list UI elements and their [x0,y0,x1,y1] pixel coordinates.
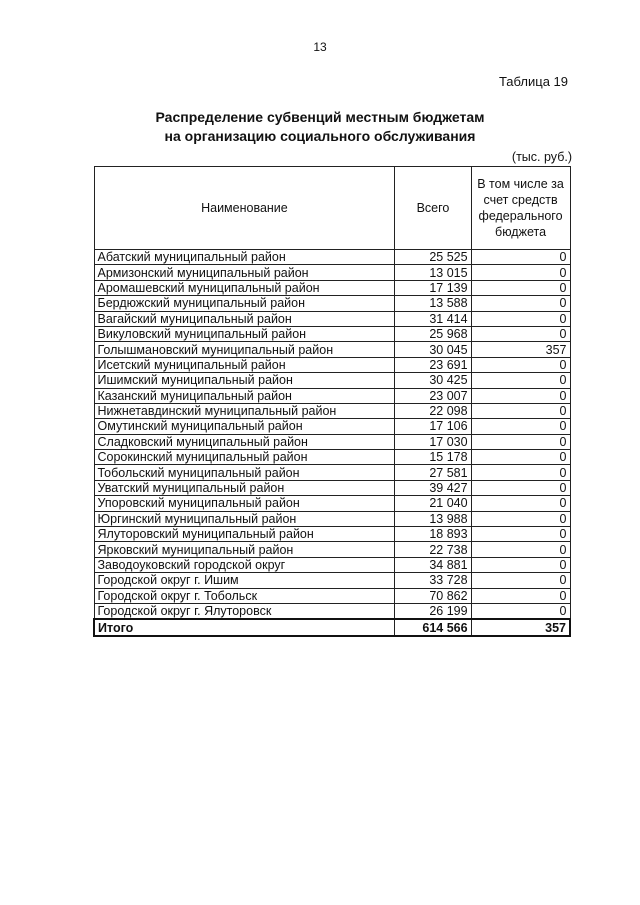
table-title [0,108,640,146]
row-total: 22 738 [395,542,471,557]
row-federal: 0 [471,603,570,619]
table-row [94,373,570,388]
total-sum: 614 566 [395,619,471,635]
table-row [94,311,570,326]
row-name: Омутинский муниципальный район [94,419,395,434]
row-total: 27 581 [395,465,471,480]
row-federal: 0 [471,511,570,526]
row-name: Заводоуковский городской округ [94,557,395,572]
table-row [94,465,570,480]
title-line-1: Распределение субвенций местным бюджетам [155,109,485,125]
row-federal: 0 [471,311,570,326]
row-name: Абатский муниципальный район [94,250,395,265]
row-name: Голышмановский муниципальный район [94,342,395,357]
table-row [94,419,570,434]
row-federal: 0 [471,250,570,265]
row-federal: 0 [471,280,570,295]
table-row [94,573,570,588]
row-total: 25 525 [395,250,471,265]
table-row [94,326,570,341]
units-label: (тыс. руб.) [511,150,572,164]
table-row [94,450,570,465]
row-name: Упоровский муниципальный район [94,496,395,511]
row-federal: 0 [471,357,570,372]
row-name: Тобольский муниципальный район [94,465,395,480]
row-name: Городской округ г. Ишим [94,573,395,588]
row-federal: 0 [471,326,570,341]
table-row [94,280,570,295]
row-total: 13 015 [395,265,471,280]
row-federal: 0 [471,573,570,588]
row-name: Викуловский муниципальный район [94,326,395,341]
row-federal: 0 [471,557,570,572]
table-row [94,403,570,418]
table-row [94,296,570,311]
table-row [94,434,570,449]
row-name: Сладковский муниципальный район [94,434,395,449]
table-row [94,388,570,403]
row-federal: 0 [471,480,570,495]
row-federal: 0 [471,588,570,603]
row-name: Вагайский муниципальный район [94,311,395,326]
row-federal: 0 [471,527,570,542]
row-federal: 357 [471,342,570,357]
row-federal: 0 [471,388,570,403]
row-total: 17 106 [395,419,471,434]
row-total: 18 893 [395,527,471,542]
table-row [94,527,570,542]
table-row [94,496,570,511]
row-total: 15 178 [395,450,471,465]
table-row [94,250,570,265]
table-row [94,480,570,495]
row-name: Ялуторовский муниципальный район [94,527,395,542]
row-total: 22 098 [395,403,471,418]
total-label: Итого [94,619,395,635]
table-row [94,603,570,619]
total-federal: 357 [471,619,570,635]
row-total: 26 199 [395,603,471,619]
row-name: Ярковский муниципальный район [94,542,395,557]
row-federal: 0 [471,419,570,434]
table-row [94,265,570,280]
table-row [94,557,570,572]
header-total: Всего [395,167,471,250]
row-total: 17 139 [395,280,471,295]
row-federal: 0 [471,265,570,280]
table-row [94,357,570,372]
row-total: 13 588 [395,296,471,311]
row-total: 17 030 [395,434,471,449]
row-federal: 0 [471,542,570,557]
row-total: 30 045 [395,342,471,357]
header-federal: В том числе за счет средств федерального бюджета [471,167,570,250]
row-federal: 0 [471,434,570,449]
row-total: 13 988 [395,511,471,526]
row-name: Армизонский муниципальный район [94,265,395,280]
row-total: 23 007 [395,388,471,403]
row-federal: 0 [471,373,570,388]
table-row [94,511,570,526]
row-total: 39 427 [395,480,471,495]
table-row [94,342,570,357]
row-name: Городской округ г. Тобольск [94,588,395,603]
header-row [94,167,570,250]
row-name: Бердюжский муниципальный район [94,296,395,311]
total-row [94,619,570,635]
header-name: Наименование [94,167,395,250]
row-total: 34 881 [395,557,471,572]
row-total: 21 040 [395,496,471,511]
row-name: Нижнетавдинский муниципальный район [94,403,395,418]
row-total: 31 414 [395,311,471,326]
row-name: Уватский муниципальный район [94,480,395,495]
row-total: 23 691 [395,357,471,372]
row-federal: 0 [471,465,570,480]
row-name: Аромашевский муниципальный район [94,280,395,295]
table-row [94,588,570,603]
row-total: 30 425 [395,373,471,388]
page-number: 13 [313,40,327,54]
row-name: Исетский муниципальный район [94,357,395,372]
row-federal: 0 [471,496,570,511]
title-line-2: на организацию социального обслуживания [164,128,476,144]
row-name: Сорокинский муниципальный район [94,450,395,465]
row-federal: 0 [471,296,570,311]
row-name: Городской округ г. Ялуторовск [94,603,395,619]
row-name: Ишимский муниципальный район [94,373,395,388]
row-federal: 0 [471,450,570,465]
row-name: Юргинский муниципальный район [94,511,395,526]
row-federal: 0 [471,403,570,418]
table-label: Таблица 19 [498,74,568,89]
subvention-table [93,166,571,637]
table-row [94,542,570,557]
row-name: Казанский муниципальный район [94,388,395,403]
row-total: 25 968 [395,326,471,341]
row-total: 33 728 [395,573,471,588]
row-total: 70 862 [395,588,471,603]
